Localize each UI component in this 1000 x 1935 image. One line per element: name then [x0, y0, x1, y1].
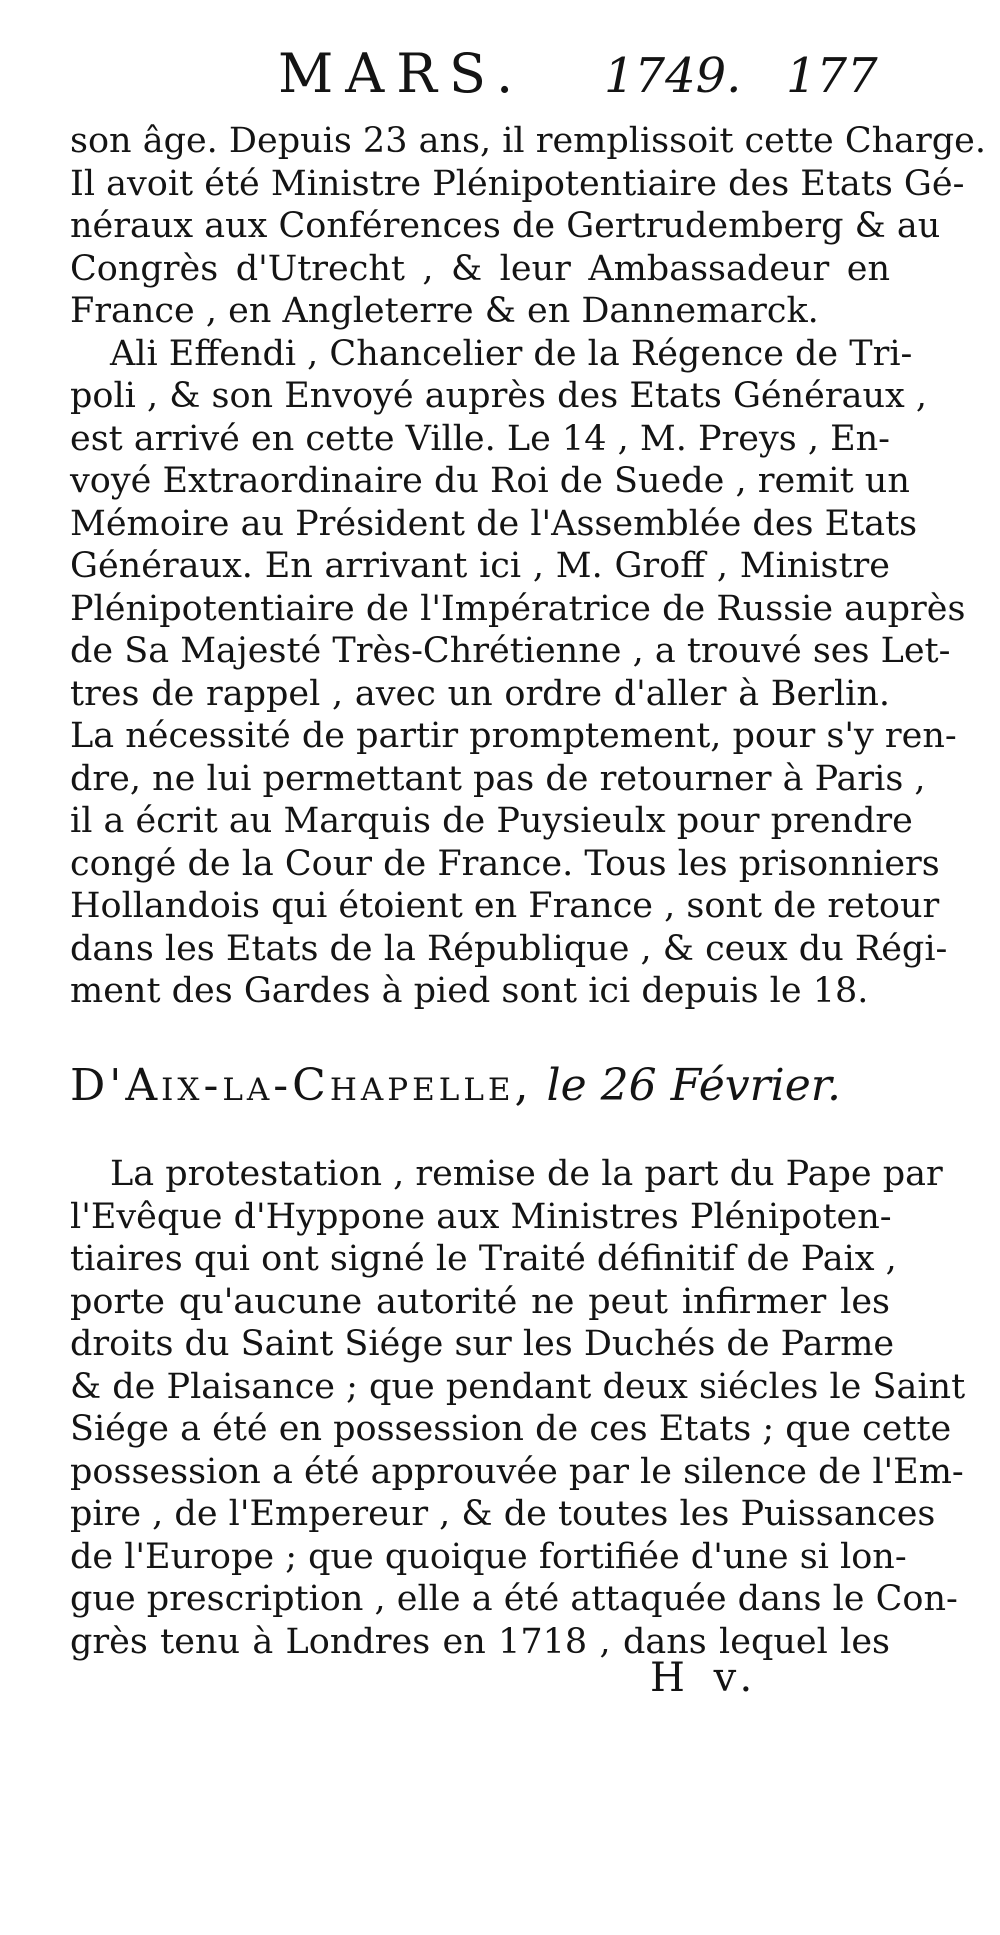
- text-line: poli , & son Envoyé auprès des Etats Généraux ,: [70, 376, 928, 416]
- text-line: porte qu'aucune autorité ne peut infirmer les: [70, 1281, 890, 1322]
- text-line: voyé Extraordinaire du Roi de Suede , remit un: [70, 461, 910, 501]
- header-month: MARS.: [278, 42, 526, 105]
- text-line: Généraux. En arrivant ici , M. Groff , Ministre: [70, 546, 890, 586]
- dateline-heading: [70, 1060, 890, 1120]
- text-line: La protestation , remise de la part du Pape par: [110, 1154, 943, 1194]
- text-line: il a écrit au Marquis de Puysieulx pour prendre: [70, 801, 913, 841]
- text-line: l'Evêque d'Hyppone aux Ministres Plénipoten-: [70, 1196, 892, 1237]
- text-line: possession a été approuvée par le silence de l'Em-: [70, 1451, 964, 1492]
- text-line: Siége a été en possession de ces Etats ; que cette: [70, 1409, 952, 1449]
- text-line: son âge. Depuis 23 ans, il remplissoit cette Charge.: [70, 121, 986, 161]
- text-line: ment des Gardes à pied sont ici depuis le 18.: [70, 971, 869, 1011]
- text-line: tiaires qui ont signé le Traité définitif de Paix ,: [70, 1239, 897, 1279]
- text-line: pire , de l'Empereur , & de toutes les Puissances: [70, 1494, 936, 1534]
- text-block-aix: [70, 1153, 966, 1663]
- text-line: tres de rappel , avec un ordre d'aller à Berlin.: [70, 673, 890, 714]
- text-line: congé de la Cour de France. Tous les prisonniers: [70, 843, 940, 884]
- signature-mark: H v.: [650, 1655, 761, 1701]
- text-block-netherlands: [70, 120, 986, 1013]
- text-line: La nécessité de partir promptement, pour s'y ren-: [70, 716, 957, 756]
- text-line: dans les Etats de la République , & ceux du Régi-: [70, 928, 948, 969]
- text-line: de l'Europe ; que quoique fortifiée d'une si lon-: [70, 1536, 907, 1577]
- text-line: Il avoit été Ministre Plénipotentiaire des Etats Gé-: [70, 163, 965, 204]
- text-line: France , en Angleterre & en Dannemarck.: [70, 291, 819, 331]
- dateline-place: D'Aix-la-Chapelle,: [70, 1060, 533, 1111]
- text-line: est arrivé en cette Ville. Le 14 , M. Preys , En-: [70, 418, 890, 459]
- text-line: droits du Saint Siége sur les Duchés de Parme: [70, 1324, 895, 1364]
- page-number: 177: [786, 48, 878, 104]
- text-line: dre, ne lui permettant pas de retourner à Paris ,: [70, 758, 926, 799]
- text-line: & de Plaisance ; que pendant deux siécles le Saint: [70, 1366, 966, 1407]
- text-line: Congrès d'Utrecht , & leur Ambassadeur en: [70, 248, 890, 289]
- text-line: Ali Effendi , Chancelier de la Régence de Tri-: [110, 333, 913, 374]
- text-line: de Sa Majesté Très-Chrétienne , a trouvé ses Let-: [70, 631, 951, 671]
- dateline-date: le 26 Février.: [546, 1060, 841, 1111]
- text-line: Hollandois qui étoient en France , sont de retour: [70, 886, 940, 926]
- text-line: gue prescription , elle a été attaquée dans le Con-: [70, 1579, 958, 1619]
- text-line: néraux aux Conférences de Gertrudemberg & au: [70, 206, 941, 246]
- text-line: Mémoire au Président de l'Assemblée des Etats: [70, 503, 918, 544]
- running-header: [70, 42, 890, 112]
- header-year: 1749.: [604, 48, 742, 104]
- text-line: Plénipotentiaire de l'Impératrice de Russie auprès: [70, 588, 966, 629]
- text-line: grès tenu à Londres en 1718 , dans lequel les: [70, 1621, 890, 1662]
